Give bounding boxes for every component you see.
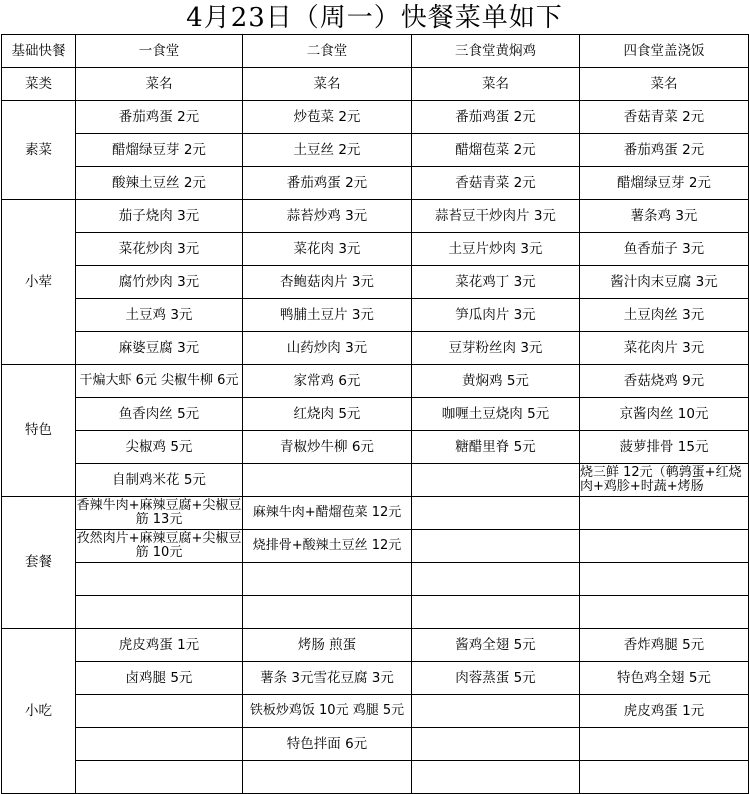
dish-cell: 土豆丝 2元	[243, 134, 412, 167]
dish-cell: 土豆肉丝 3元	[580, 299, 749, 332]
dish-cell: 山药炒肉 3元	[243, 332, 412, 365]
dish-cell	[580, 728, 749, 761]
dish-cell: 薯条 3元雪花豆腐 3元	[243, 662, 412, 695]
dish-cell: 特色鸡全翅 5元	[580, 662, 749, 695]
dish-cell	[412, 728, 580, 761]
dish-cell	[412, 563, 580, 596]
dish-cell: 薯条鸡 3元	[580, 200, 749, 233]
dish-cell: 麻辣牛肉+醋熘苞菜 12元	[243, 497, 412, 530]
dish-cell: 菜花炒肉 3元	[76, 233, 243, 266]
dish-cell: 京酱肉丝 10元	[580, 398, 749, 431]
canteen-3-header: 三食堂黄焖鸡	[412, 35, 580, 68]
table-row	[2, 134, 749, 167]
dish-cell: 番茄鸡蛋 2元	[76, 101, 243, 134]
canteen-4-header: 四食堂盖浇饭	[580, 35, 749, 68]
dish-cell: 糖醋里脊 5元	[412, 431, 580, 464]
dish-cell	[412, 497, 580, 530]
dish-cell: 杏鲍菇肉片 3元	[243, 266, 412, 299]
table-row	[2, 728, 749, 761]
table-row	[2, 761, 749, 794]
dish-cell: 香炸鸡腿 5元	[580, 629, 749, 662]
category-su: 素菜	[2, 101, 76, 200]
dish-cell: 烧排骨+酸辣土豆丝 12元	[243, 530, 412, 563]
dish-cell: 孜然肉片+麻辣豆腐+尖椒豆筋 10元	[76, 530, 243, 563]
table-row	[2, 200, 749, 233]
dish-cell: 烤肠 煎蛋	[243, 629, 412, 662]
dish-cell: 番茄鸡蛋 2元	[243, 167, 412, 200]
dish-cell	[412, 464, 580, 497]
dish-cell: 酱汁肉末豆腐 3元	[580, 266, 749, 299]
dish-cell: 菜花肉片 3元	[580, 332, 749, 365]
dish-name-header: 菜名	[580, 68, 749, 101]
dish-cell: 菜花肉 3元	[243, 233, 412, 266]
dish-name-header: 菜名	[412, 68, 580, 101]
dish-cell: 虎皮鸡蛋 1元	[580, 695, 749, 728]
menu-table	[1, 34, 749, 794]
dish-cell: 蒜苔炒鸡 3元	[243, 200, 412, 233]
dish-cell	[580, 530, 749, 563]
dish-cell: 肉蓉蒸蛋 5元	[412, 662, 580, 695]
category-ts: 特色	[2, 365, 76, 497]
category-label: 菜类	[2, 68, 76, 101]
table-row	[2, 101, 749, 134]
dish-cell: 土豆片炒肉 3元	[412, 233, 580, 266]
dish-cell: 家常鸡 6元	[243, 365, 412, 398]
dish-cell: 蒜苔豆干炒肉片 3元	[412, 200, 580, 233]
dish-cell: 土豆鸡 3元	[76, 299, 243, 332]
dish-cell	[580, 497, 749, 530]
category-tc: 套餐	[2, 497, 76, 629]
dish-cell: 干煸大虾 6元 尖椒牛柳 6元	[76, 365, 243, 398]
category-xc: 小吃	[2, 629, 76, 794]
table-row	[2, 563, 749, 596]
table-row	[2, 629, 749, 662]
dish-name-header: 菜名	[76, 68, 243, 101]
dish-cell	[412, 596, 580, 629]
dish-cell: 烧三鲜 12元（鹌鹑蛋+红烧肉+鸡胗+时蔬+烤肠	[580, 464, 749, 497]
table-row	[2, 596, 749, 629]
table-row	[2, 266, 749, 299]
dish-cell	[412, 530, 580, 563]
dish-cell: 鱼香茄子 3元	[580, 233, 749, 266]
table-row	[2, 497, 749, 530]
dish-cell: 红烧肉 5元	[243, 398, 412, 431]
dish-cell: 鱼香肉丝 5元	[76, 398, 243, 431]
dish-cell: 茄子烧肉 3元	[76, 200, 243, 233]
dish-cell	[243, 464, 412, 497]
dish-cell: 鸭脯土豆片 3元	[243, 299, 412, 332]
table-row	[2, 695, 749, 728]
dish-cell	[243, 596, 412, 629]
dish-cell: 麻婆豆腐 3元	[76, 332, 243, 365]
dish-cell: 自制鸡米花 5元	[76, 464, 243, 497]
canteen-1-header: 一食堂	[76, 35, 243, 68]
dish-cell: 番茄鸡蛋 2元	[580, 134, 749, 167]
dish-cell: 虎皮鸡蛋 1元	[76, 629, 243, 662]
dish-cell	[412, 761, 580, 794]
category-xh: 小荤	[2, 200, 76, 365]
table-row	[2, 530, 749, 563]
dish-cell	[243, 563, 412, 596]
table-row	[2, 464, 749, 497]
table-row	[2, 299, 749, 332]
dish-cell: 菜花鸡丁 3元	[412, 266, 580, 299]
dish-cell	[412, 695, 580, 728]
dish-cell: 香辣牛肉+麻辣豆腐+尖椒豆筋 13元	[76, 497, 243, 530]
table-row	[2, 332, 749, 365]
dish-cell: 酱鸡全翅 5元	[412, 629, 580, 662]
dish-cell: 豆芽粉丝肉 3元	[412, 332, 580, 365]
dish-cell	[243, 761, 412, 794]
header-row	[2, 35, 749, 68]
dish-cell: 笋瓜肉片 3元	[412, 299, 580, 332]
table-row	[2, 431, 749, 464]
dish-cell: 炒苞菜 2元	[243, 101, 412, 134]
dish-cell: 青椒炒牛柳 6元	[243, 431, 412, 464]
subheader-row	[2, 68, 749, 101]
table-row	[2, 662, 749, 695]
table-row	[2, 233, 749, 266]
table-row	[2, 398, 749, 431]
dish-cell: 醋熘绿豆芽 2元	[76, 134, 243, 167]
dish-cell: 腐竹炒肉 3元	[76, 266, 243, 299]
table-row	[2, 365, 749, 398]
dish-name-header: 菜名	[243, 68, 412, 101]
dish-cell	[76, 563, 243, 596]
dish-cell: 香菇青菜 2元	[412, 167, 580, 200]
dish-cell: 醋熘苞菜 2元	[412, 134, 580, 167]
corner-cell: 基础快餐	[2, 35, 76, 68]
dish-cell: 铁板炒鸡饭 10元 鸡腿 5元	[243, 695, 412, 728]
dish-cell	[76, 761, 243, 794]
dish-cell: 香菇烧鸡 9元	[580, 365, 749, 398]
dish-cell: 黄焖鸡 5元	[412, 365, 580, 398]
dish-cell: 咖喱土豆烧肉 5元	[412, 398, 580, 431]
dish-cell: 香菇青菜 2元	[580, 101, 749, 134]
canteen-2-header: 二食堂	[243, 35, 412, 68]
table-row	[2, 167, 749, 200]
dish-cell: 番茄鸡蛋 2元	[412, 101, 580, 134]
page-title: 4月23日（周一）快餐菜单如下	[186, 3, 563, 33]
dish-cell	[76, 728, 243, 761]
dish-cell: 酸辣土豆丝 2元	[76, 167, 243, 200]
dish-cell: 醋熘绿豆芽 2元	[580, 167, 749, 200]
dish-cell: 尖椒鸡 5元	[76, 431, 243, 464]
dish-cell	[580, 596, 749, 629]
dish-cell: 菠萝排骨 15元	[580, 431, 749, 464]
dish-cell: 卤鸡腿 5元	[76, 662, 243, 695]
dish-cell	[76, 596, 243, 629]
dish-cell	[580, 761, 749, 794]
dish-cell: 特色拌面 6元	[243, 728, 412, 761]
dish-cell	[76, 695, 243, 728]
dish-cell	[580, 563, 749, 596]
